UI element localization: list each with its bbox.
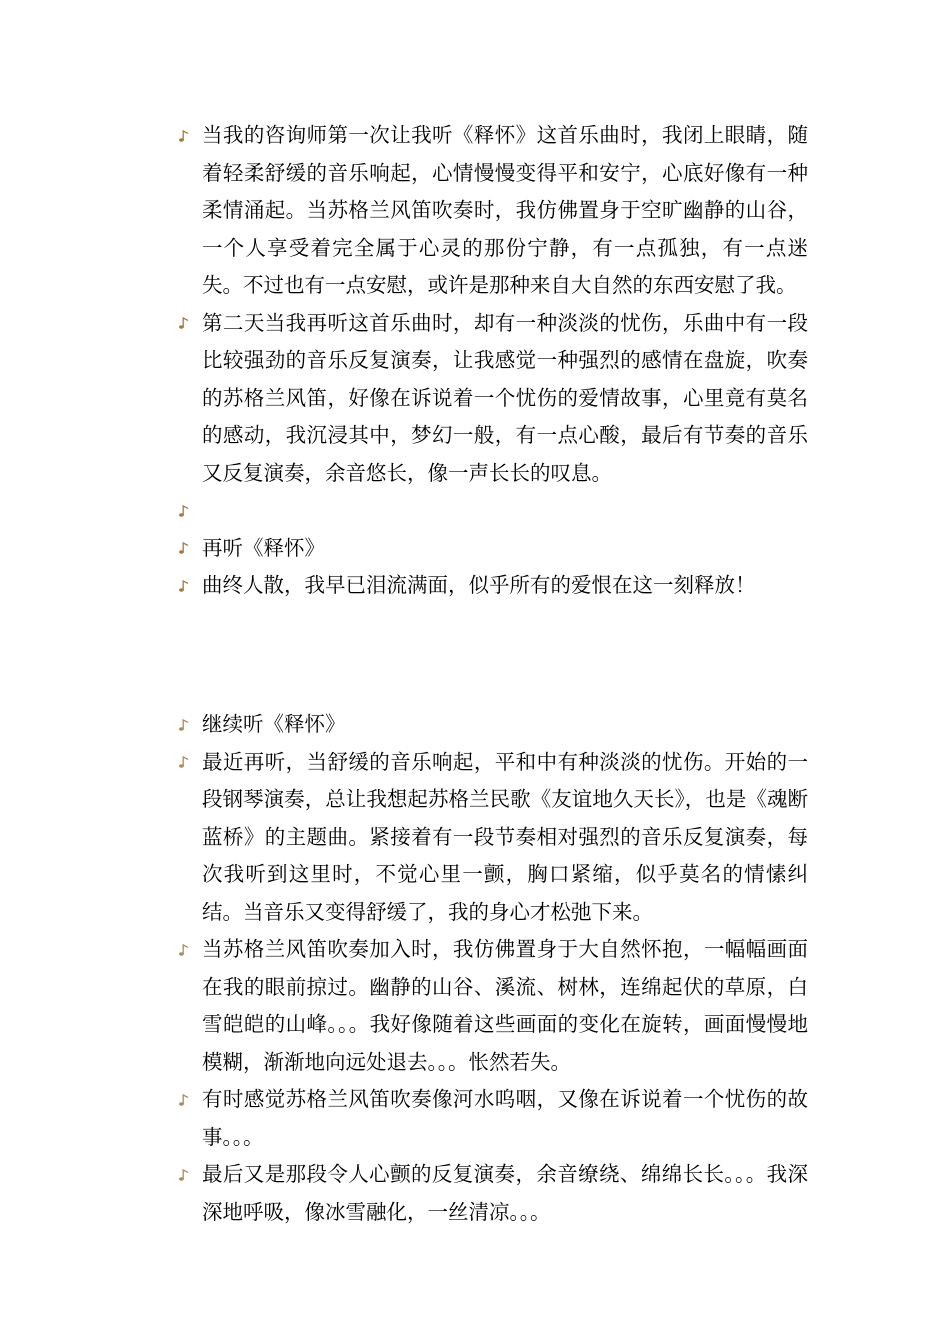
- section-continued-listening: [0, 706, 950, 1231]
- section-first-listening: [0, 117, 950, 605]
- list-item: [0, 706, 808, 744]
- music-note-glyph: [178, 579, 190, 593]
- music-note-glyph: [178, 504, 190, 518]
- paragraph-text: 曲终人散，我早已泪流满面，似乎所有的爱恨在这一刻释放！: [202, 573, 756, 597]
- music-note-icon: [176, 117, 192, 155]
- music-note-glyph: [178, 755, 190, 769]
- paragraph-text: 当我的咨询师第一次让我听《释怀》这首乐曲时，我闭上眼睛，随着轻柔舒缓的音乐响起，心情慢慢变得平和安宁，心底好像有一种柔情涌起。当苏格兰风笛吹奏时，我仿佛置身于空旷幽静的山谷，一个人享受着完全属于心灵的那份宁静，有一点孤独，有一点迷失。不过也有一点安慰，或许是那种来自大自然的东西安慰了我。: [202, 123, 808, 297]
- paragraph-text: 当苏格兰风笛吹奏加入时，我仿佛置身于大自然怀抱，一幅幅画面在我的眼前掠过。幽静的山谷、溪流、树林，连绵起伏的草原，白雪皑皑的山峰。。。我好像随着这些画面的变化在旋转，画面慢慢地模糊，渐渐地向远处退去。。。怅然若失。: [202, 937, 808, 1074]
- music-note-glyph: [178, 316, 190, 330]
- music-note-icon: [176, 1081, 192, 1119]
- list-item: [0, 492, 808, 530]
- music-note-glyph: [178, 1093, 190, 1107]
- list-item: [0, 117, 808, 305]
- paragraph-text: 有时感觉苏格兰风笛吹奏像河水呜咽，又像在诉说着一个忧伤的故事。。。: [202, 1087, 808, 1149]
- list-item: [0, 530, 808, 568]
- music-note-icon: [176, 567, 192, 605]
- list-item: [0, 567, 808, 605]
- music-note-icon: [176, 706, 192, 744]
- music-note-icon: [176, 530, 192, 568]
- music-note-glyph: [178, 541, 190, 555]
- music-note-icon: [176, 305, 192, 343]
- list-item: [0, 931, 808, 1081]
- music-note-icon: [176, 744, 192, 782]
- list-item: [0, 744, 808, 932]
- music-note-icon: [176, 931, 192, 969]
- paragraph-text: 最后又是那段令人心颤的反复演奏，余音缭绕、绵绵长长。。。我深深地呼吸，像冰雪融化，一丝清凉。。。: [202, 1162, 808, 1224]
- music-note-icon: [176, 492, 192, 530]
- list-item: [0, 305, 808, 493]
- music-note-icon: [176, 1156, 192, 1194]
- list-item: [0, 1081, 808, 1156]
- paragraph-text: 再听《释怀》: [202, 535, 325, 560]
- music-note-glyph: [178, 129, 190, 143]
- paragraph-text: 继续听《释怀》: [202, 712, 346, 736]
- paragraph-text: 第二天当我再听这首乐曲时，却有一种淡淡的忧伤，乐曲中有一段比较强劲的音乐反复演奏，让我感觉一种强烈的感情在盘旋，吹奏的苏格兰风笛，好像在诉说着一个忧伤的爱情故事，心里竟有莫名的感动，我沉浸其中，梦幻一般，有一点心酸，最后有节奏的音乐又反复演奏，余音悠长，像一声长长的叹息。: [202, 310, 808, 485]
- music-note-glyph: [178, 1168, 190, 1182]
- music-note-glyph: [178, 943, 190, 957]
- paragraph-text: 最近再听，当舒缓的音乐响起，平和中有种淡淡的忧伤。开始的一段钢琴演奏，总让我想起苏格兰民歌《友谊地久天长》，也是《魂断蓝桥》的主题曲。紧接着有一段节奏相对强烈的音乐反复演奏，每次我听到这里时，不觉心里一颤，胸口紧缩，似乎莫名的情愫纠结。当音乐又变得舒缓了，我的身心才松弛下来。: [202, 749, 808, 924]
- list-item: [0, 1156, 808, 1231]
- music-note-glyph: [178, 718, 190, 732]
